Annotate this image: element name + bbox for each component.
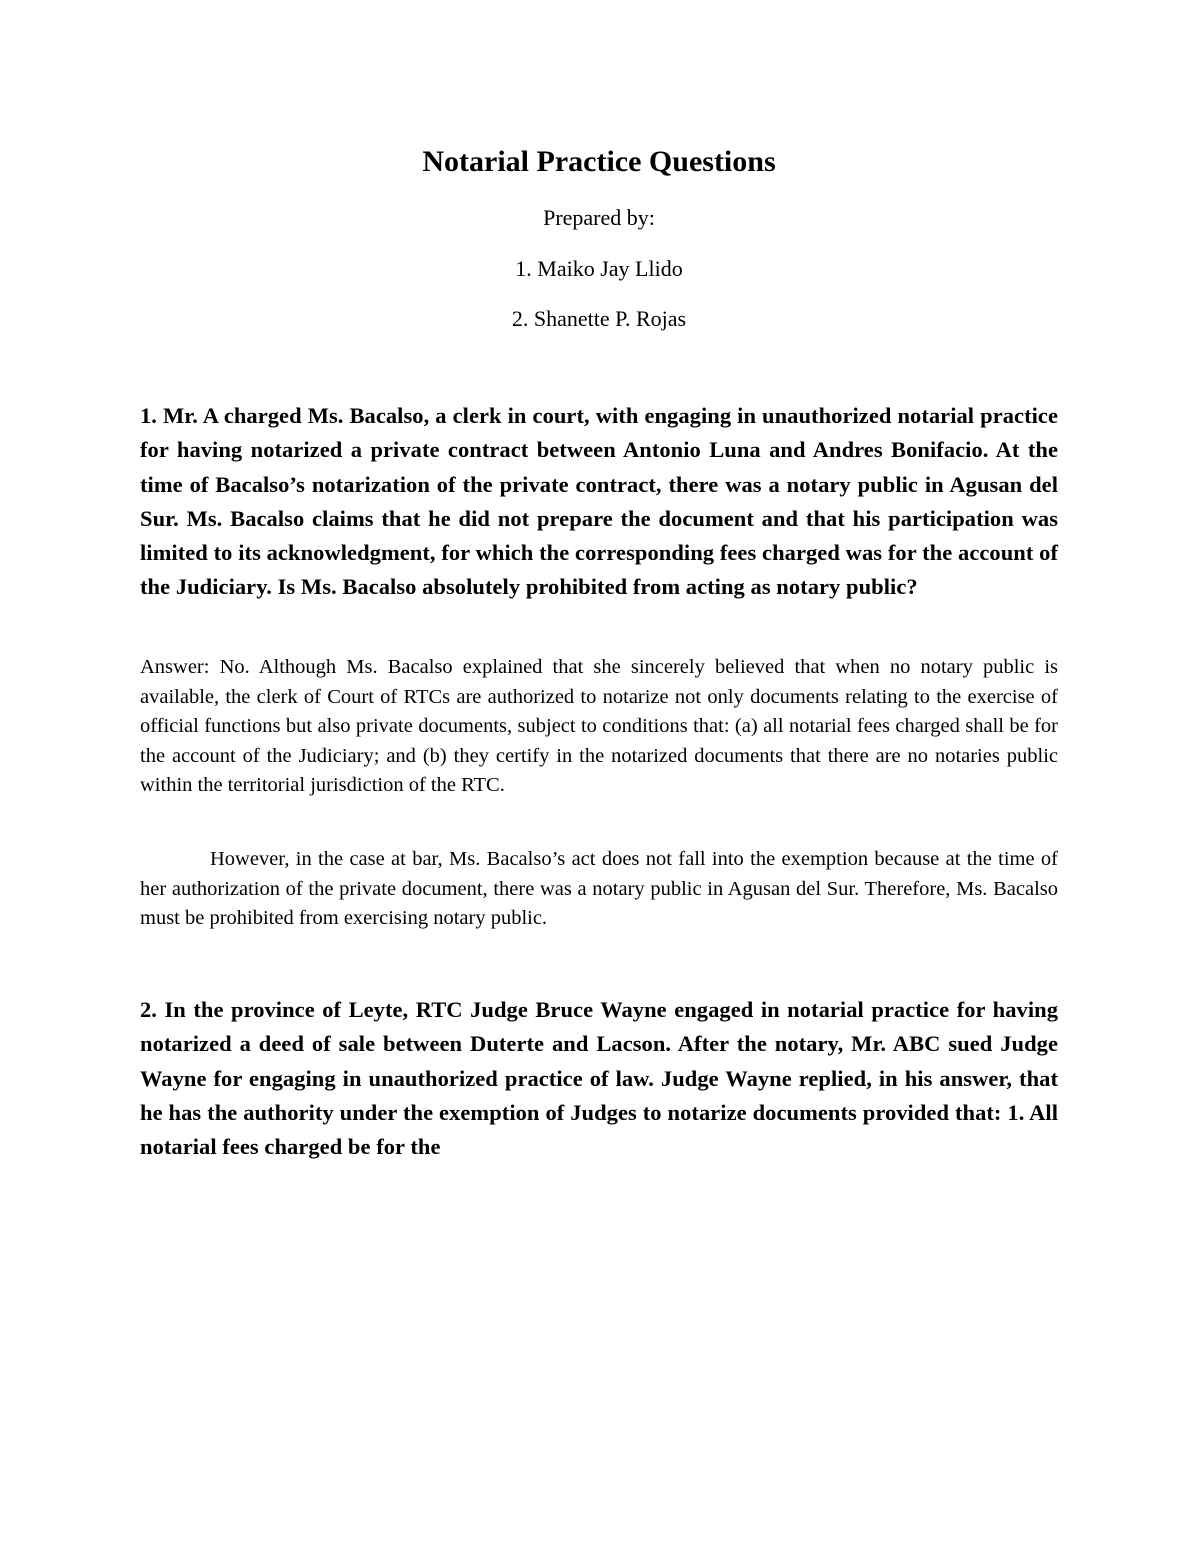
- document-title: Notarial Practice Questions: [422, 145, 776, 178]
- author-item: 1. Maiko Jay Llido: [515, 256, 683, 281]
- question-1-text: 1. Mr. A charged Ms. Bacalso, a clerk in court, with engaging in unauthorized notarial practice for having notarized a private contract between Antonio Luna and Andres Bonifacio. At the time of Bacalso’s notarization of the private contract, there was a notary public in Agusan del Sur. Ms. Bacalso claims that he did not prepare the document and that his participation was limited to its acknowledgment, for which the corresponding fees charged was for the account of the Judiciary. Is Ms. Bacalso absolutely prohibited from acting as notary public?: [140, 403, 1058, 600]
- prepared-by-label: Prepared by:: [543, 205, 655, 230]
- answer-1-paragraph: Answer: No. Although Ms. Bacalso explained that she sincerely believed that when no notary public is available, the clerk of Court of RTCs are authorized to notarize not only documents relating to the exercise of official functions but also private documents, subject to conditions that: (a) all notarial fees charged shall be for the account of the Judiciary; and (b) they certify in the notarized documents that there are no notaries public within the territorial jurisdiction of the RTC.: [140, 656, 1058, 797]
- answer-1-paragraph: However, in the case at bar, Ms. Bacalso’s act does not fall into the exemption because at the time of her authorization of the private document, there was a notary public in Agusan del Sur. Therefore, Ms. Bacalso must be prohibited from exercising notary public.: [140, 848, 1058, 930]
- question-2-text: 2. In the province of Leyte, RTC Judge Bruce Wayne engaged in notarial practice for having notarized a deed of sale between Duterte and Lacson. After the notary, Mr. ABC sued Judge Wayne for engaging in unauthorized practice of law. Judge Wayne replied, in his answer, that he has the authority under the exemption of Judges to notarize documents provided that: 1. All notarial fees charged be for the: [140, 997, 1058, 1160]
- author-item: 2. Shanette P. Rojas: [511, 306, 687, 331]
- document-page: [140, 0, 1058, 1553]
